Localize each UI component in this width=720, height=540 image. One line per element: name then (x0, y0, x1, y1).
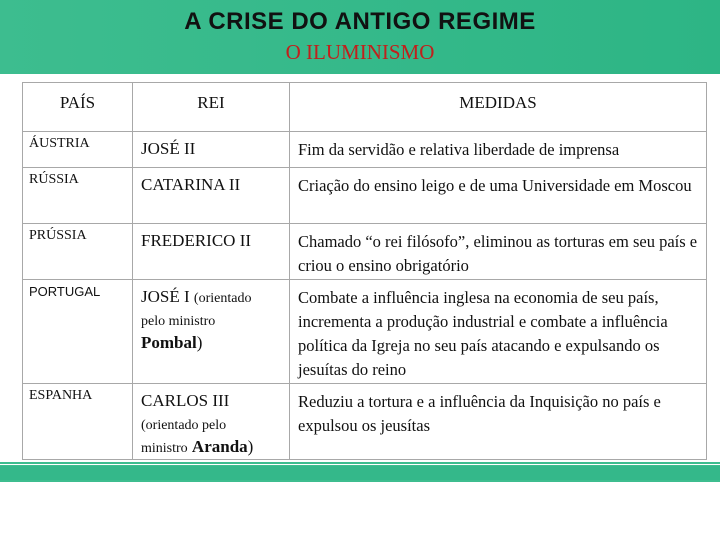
measures-cell: Chamado “o rei filósofo”, eliminou as torturas em seu país e criou o ensino obrigatório (290, 224, 707, 280)
page-subtitle: O ILUMINISMO (285, 40, 435, 64)
table-header-row (23, 83, 707, 132)
king-cell (133, 384, 290, 460)
king-cell: FREDERICO II (133, 224, 290, 280)
country-cell: PORTUGAL (23, 280, 133, 384)
table-row (23, 168, 707, 224)
page-title: A CRISE DO ANTIGO REGIME (184, 8, 536, 35)
column-header-measures: MEDIDAS (290, 83, 707, 132)
king-cell: JOSÉ II (133, 132, 290, 168)
country-cell: ESPANHA (23, 384, 133, 460)
king-note: (orientado (193, 291, 252, 306)
king-note-close: ) (247, 436, 254, 456)
table-row (23, 384, 707, 460)
enlightened-despots-table (22, 82, 707, 460)
measures-cell: Fim da servidão e relativa liberdade de imprensa (290, 132, 707, 168)
country-cell: PRÚSSIA (23, 224, 133, 280)
table-row (23, 280, 707, 384)
table-row (23, 224, 707, 280)
king-note-close: ) (196, 332, 203, 352)
king-cell (133, 280, 290, 384)
measures-cell: Combate a influência inglesa na economia de seu país, incrementa a produção industrial e combate a influência política da Igreja no seu país atacando e expulsando os jesuítas do reino (290, 280, 707, 384)
king-cell: CATARINA II (133, 168, 290, 224)
country-cell: RÚSSIA (23, 168, 133, 224)
measures-cell: Criação do ensino leigo e de uma Universidade em Moscou (290, 168, 707, 224)
country-cell: ÁUSTRIA (23, 132, 133, 168)
table-row (23, 132, 707, 168)
column-header-king: REI (133, 83, 290, 132)
king-note: (orientado pelo (141, 417, 227, 433)
measures-cell: Reduziu a tortura e a influência da Inquisição no país e expulsou os jeusítas (290, 384, 707, 460)
king-name: JOSÉ I (141, 287, 190, 306)
minister-name: Pombal (141, 332, 197, 352)
footer-bar (0, 466, 720, 480)
king-name: CARLOS III (141, 391, 230, 410)
minister-name: Aranda (191, 436, 248, 456)
column-header-country: PAÍS (23, 83, 133, 132)
king-note: pelo ministro (141, 313, 216, 329)
king-note: ministro (141, 440, 188, 456)
